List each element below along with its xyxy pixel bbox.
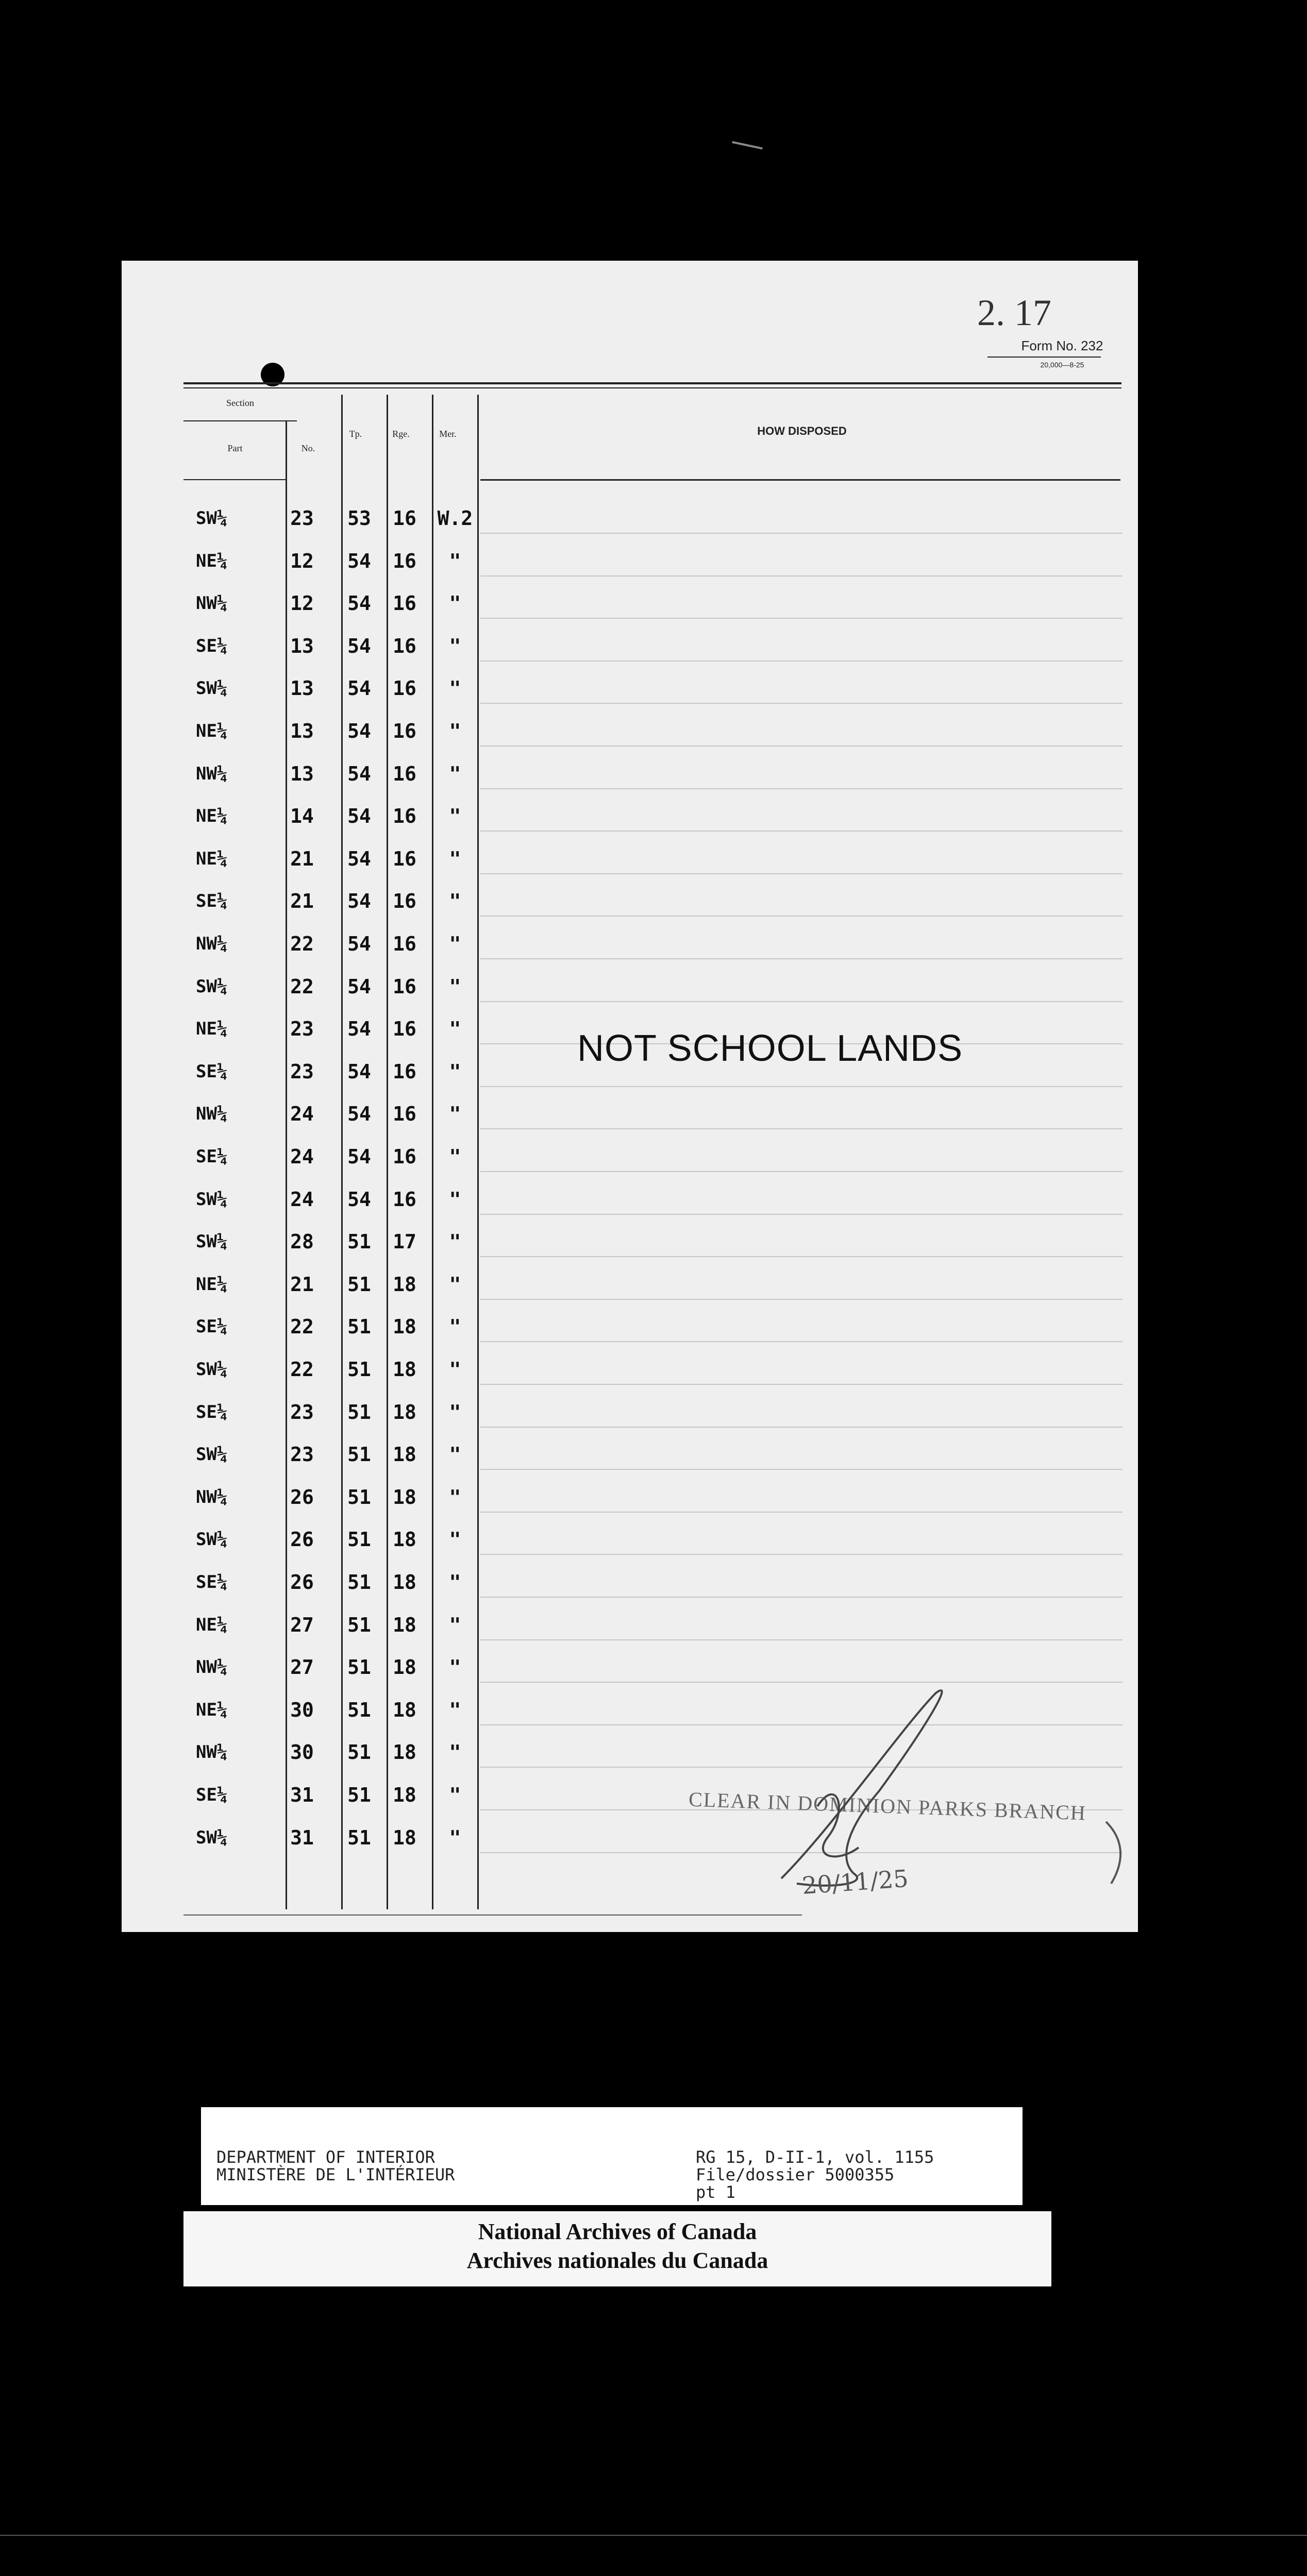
ruled-line [480,660,1122,662]
cell-meridian: " [449,677,461,700]
not-school-lands-stamp: NOT SCHOOL LANDS [577,1028,963,1069]
ruled-line [480,958,1122,959]
cell-section-no: 30 [290,1698,314,1721]
cell-part: SE¼ [196,891,228,912]
cell-part: SE¼ [196,1785,228,1805]
cell-part: SW¼ [196,678,228,699]
cell-range: 18 [393,1741,416,1764]
header-tp: Tp. [349,429,362,439]
cell-township: 54 [347,847,371,870]
hand-bracket-mark [1101,1817,1132,1889]
cell-section-no: 12 [290,549,314,572]
cell-part: NW¼ [196,1486,228,1507]
cell-meridian: " [449,975,461,998]
cell-range: 18 [393,1485,416,1509]
ruled-line [480,1256,1122,1257]
header-section: Section [226,398,254,408]
cell-section-no: 13 [290,720,314,742]
cell-section-no: 14 [290,805,314,828]
cell-meridian: " [449,1273,461,1296]
cell-part: NW¼ [196,1657,228,1678]
cell-range: 17 [393,1230,416,1253]
cell-township: 54 [347,890,371,913]
cell-section-no: 23 [290,1400,314,1423]
dominion-parks-stamp: CLEAR IN DOMINION PARKS BRANCH [688,1787,1087,1825]
cell-part: NE¼ [196,1614,228,1635]
department-english: DEPARTMENT OF INTERIOR [216,2147,435,2167]
ruled-line [480,1384,1122,1385]
cell-section-no: 26 [290,1528,314,1551]
cell-range: 18 [393,1315,416,1338]
ruled-line [480,831,1122,832]
cell-section-no: 26 [290,1485,314,1509]
cell-section-no: 22 [290,933,314,955]
cell-range: 16 [393,1103,416,1126]
reference-line-1: RG 15, D-II-1, vol. 1155 [696,2147,934,2167]
table-row [122,1780,482,1810]
cell-section-no: 13 [290,634,314,657]
cell-meridian: " [449,1103,461,1126]
table-row [122,1737,482,1768]
ruled-line [480,533,1122,534]
cell-meridian: " [449,890,461,913]
cell-township: 51 [347,1656,371,1679]
cell-range: 18 [393,1784,416,1806]
archives-label [183,2211,1051,2286]
table-row [122,1567,482,1598]
cell-range: 16 [393,805,416,828]
ruled-line [480,745,1122,747]
cell-section-no: 13 [290,677,314,700]
cell-meridian: " [449,1784,461,1806]
ruled-line [480,1214,1122,1215]
table-row [122,928,482,959]
cell-part: SE¼ [196,1316,228,1337]
ruled-line [480,1341,1122,1342]
table-row [122,631,482,662]
header-rge: Rge. [392,429,410,439]
cell-part: NW¼ [196,763,228,784]
ruled-line [480,1086,1122,1087]
cell-section-no: 24 [290,1188,314,1211]
cell-range: 16 [393,847,416,870]
ruled-line [480,916,1122,917]
cell-range: 16 [393,549,416,572]
cell-section-no: 27 [290,1613,314,1636]
cell-part: SW¼ [196,1231,228,1252]
cell-meridian: " [449,1358,461,1381]
ruled-line [480,1299,1122,1300]
cell-township: 51 [347,1826,371,1849]
cell-part: SE¼ [196,1401,228,1422]
header-mer: Mer. [439,429,457,439]
cell-section-no: 23 [290,1060,314,1083]
table-row [122,1013,482,1044]
table-row [122,1226,482,1257]
cell-township: 51 [347,1443,371,1466]
cell-part: SW¼ [196,1359,228,1380]
table-row [122,1311,482,1342]
table-row [122,1524,482,1555]
cell-range: 16 [393,592,416,615]
cell-township: 54 [347,1060,371,1083]
table-row [122,673,482,704]
cell-township: 51 [347,1613,371,1636]
cell-range: 16 [393,890,416,913]
cell-meridian: " [449,1315,461,1338]
header-how-disposed: HOW DISPOSED [757,425,847,437]
cell-meridian: " [449,1826,461,1849]
cell-part: NW¼ [196,1104,228,1125]
ruled-line [480,1171,1122,1172]
top-rule [183,382,1121,384]
table-row [122,588,482,619]
cell-section-no: 24 [290,1103,314,1126]
table-row [122,1269,482,1300]
table-row [122,1652,482,1683]
cell-township: 51 [347,1571,371,1594]
ruled-line [480,575,1122,577]
table-row [122,546,482,577]
cell-range: 16 [393,975,416,998]
cell-section-no: 31 [290,1784,314,1806]
archive-reference [696,2148,934,2201]
cell-meridian: " [449,1485,461,1509]
table-row [122,801,482,832]
cell-range: 16 [393,1145,416,1168]
cell-meridian: " [449,1230,461,1253]
table-row [122,758,482,789]
cell-meridian: " [449,1698,461,1721]
cell-section-no: 21 [290,847,314,870]
cell-meridian: " [449,1571,461,1594]
cell-range: 16 [393,634,416,657]
cell-section-no: 13 [290,762,314,785]
cell-section-no: 30 [290,1741,314,1764]
cell-township: 51 [347,1485,371,1509]
ruled-line [480,1469,1122,1470]
cell-range: 16 [393,933,416,955]
cell-range: 18 [393,1400,416,1423]
cell-part: SE¼ [196,1572,228,1592]
cell-section-no: 23 [290,1443,314,1466]
cell-meridian: " [449,1613,461,1636]
handwritten-file-number: 2. 17 [977,292,1051,333]
table-row [122,886,482,917]
cell-section-no: 12 [290,592,314,615]
form-number: Form No. 232 [1021,338,1103,353]
table-row [122,1397,482,1428]
table-row [122,1184,482,1215]
section-divider [183,420,297,421]
ruled-line [480,1427,1122,1428]
header-no: No. [301,443,315,453]
cell-range: 16 [393,720,416,742]
table-row [122,1439,482,1470]
cell-meridian: " [449,634,461,657]
cell-meridian: " [449,1741,461,1764]
how-disposed-header-rule [480,479,1120,481]
cell-part: NE¼ [196,721,228,741]
cell-township: 51 [347,1400,371,1423]
cell-meridian: " [449,1145,461,1168]
archives-english: National Archives of Canada [478,2219,757,2244]
ruled-line [480,873,1122,874]
table-row [122,1098,482,1129]
archives-french: Archives nationales du Canada [466,2248,768,2273]
cell-range: 18 [393,1443,416,1466]
cell-meridian: " [449,592,461,615]
cell-part: SW¼ [196,976,228,997]
cell-township: 54 [347,975,371,998]
cell-meridian: " [449,1018,461,1041]
table-row [122,1609,482,1640]
cell-meridian: " [449,1188,461,1211]
cell-range: 16 [393,762,416,785]
cell-range: 18 [393,1528,416,1551]
scan-artifact-mark [732,141,763,149]
cell-township: 51 [347,1230,371,1253]
table-row [122,1354,482,1385]
bottom-rule [183,1914,802,1916]
land-record-form [122,261,1138,1932]
cell-township: 54 [347,933,371,955]
part-header-rule [183,479,287,480]
cell-township: 54 [347,549,371,572]
cell-township: 54 [347,634,371,657]
cell-section-no: 28 [290,1230,314,1253]
ruled-line [480,1512,1122,1513]
cell-range: 16 [393,1060,416,1083]
cell-township: 51 [347,1741,371,1764]
cell-range: 18 [393,1571,416,1594]
ruled-line [480,703,1122,704]
cell-part: NE¼ [196,848,228,869]
cell-meridian: " [449,720,461,742]
cell-township: 54 [347,677,371,700]
cell-meridian: " [449,933,461,955]
cell-part: NW¼ [196,934,228,954]
top-rule-thin [183,387,1121,388]
cell-section-no: 23 [290,507,314,530]
cell-section-no: 31 [290,1826,314,1849]
department-french: MINISTÈRE DE L'INTÉRIEUR [216,2165,455,2184]
cell-section-no: 22 [290,1315,314,1338]
cell-part: NE¼ [196,550,228,571]
table-row [122,1141,482,1172]
ruled-line [480,1001,1122,1002]
cell-range: 16 [393,1018,416,1041]
cell-meridian: " [449,1656,461,1679]
ruled-line [480,1639,1122,1640]
cell-range: 18 [393,1656,416,1679]
cell-section-no: 26 [290,1571,314,1594]
cell-part: NE¼ [196,1274,228,1295]
cell-township: 51 [347,1358,371,1381]
cell-range: 16 [393,1188,416,1211]
handwritten-date: 20/11/25 [801,1864,910,1900]
cell-section-no: 22 [290,1358,314,1381]
cell-meridian: " [449,1528,461,1551]
form-printing-code: 20,000—8-25 [1040,361,1084,369]
table-row [122,1056,482,1087]
cell-range: 16 [393,507,416,530]
department-text [216,2148,455,2183]
ruled-line [480,618,1122,619]
table-row [122,971,482,1002]
ruled-line [480,1597,1122,1598]
cell-township: 53 [347,507,371,530]
scan-bottom-line [0,2535,1307,2536]
cell-part: NW¼ [196,593,228,614]
cell-township: 54 [347,1103,371,1126]
table-row [122,843,482,874]
cell-meridian: " [449,1400,461,1423]
header-part: Part [227,443,243,453]
form-number-underline [987,357,1101,358]
cell-section-no: 24 [290,1145,314,1168]
cell-part: SW¼ [196,1189,228,1210]
cell-part: SW¼ [196,1444,228,1465]
cell-township: 51 [347,1698,371,1721]
table-row [122,716,482,747]
ruled-line [480,1554,1122,1555]
cell-meridian: " [449,762,461,785]
cell-range: 18 [393,1826,416,1849]
cell-township: 54 [347,1145,371,1168]
cell-section-no: 21 [290,1273,314,1296]
cell-part: SE¼ [196,1061,228,1082]
table-row [122,1482,482,1513]
cell-meridian: W.2 [437,507,473,530]
table-row [122,1694,482,1725]
cell-part: SW¼ [196,508,228,529]
ruled-line [480,1128,1122,1129]
cell-township: 51 [347,1273,371,1296]
table-row [122,503,482,534]
cell-section-no: 21 [290,890,314,913]
cell-range: 18 [393,1273,416,1296]
cell-township: 51 [347,1315,371,1338]
cell-part: SE¼ [196,635,228,656]
table-row [122,1822,482,1853]
cell-township: 54 [347,762,371,785]
cell-township: 51 [347,1528,371,1551]
cell-part: SW¼ [196,1529,228,1550]
cell-meridian: " [449,1060,461,1083]
cell-township: 51 [347,1784,371,1806]
cell-meridian: " [449,805,461,828]
reference-line-3: pt 1 [696,2182,736,2202]
cell-township: 54 [347,1018,371,1041]
cell-range: 18 [393,1358,416,1381]
cell-part: SW¼ [196,1827,228,1848]
cell-township: 54 [347,720,371,742]
cell-part: NE¼ [196,1699,228,1720]
cell-part: NE¼ [196,806,228,827]
cell-part: NW¼ [196,1742,228,1763]
department-label [201,2107,1023,2205]
cell-township: 54 [347,592,371,615]
cell-part: SE¼ [196,1146,228,1167]
cell-section-no: 23 [290,1018,314,1041]
cell-range: 18 [393,1698,416,1721]
cell-meridian: " [449,549,461,572]
cell-range: 18 [393,1613,416,1636]
cell-part: NE¼ [196,1019,228,1040]
cell-meridian: " [449,1443,461,1466]
cell-meridian: " [449,847,461,870]
cell-township: 54 [347,805,371,828]
reference-line-2: File/dossier 5000355 [696,2165,895,2184]
cell-section-no: 22 [290,975,314,998]
cell-section-no: 27 [290,1656,314,1679]
cell-township: 54 [347,1188,371,1211]
cell-range: 16 [393,677,416,700]
ruled-line [480,788,1122,789]
